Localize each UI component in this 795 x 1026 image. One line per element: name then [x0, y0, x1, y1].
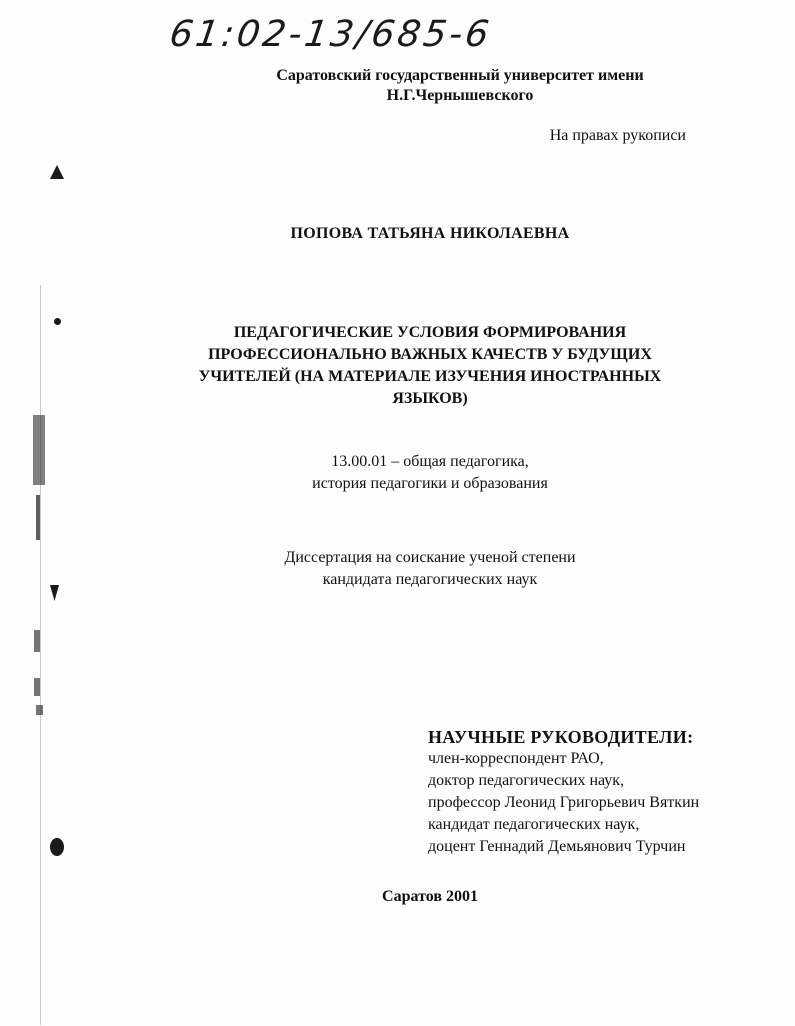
scan-mark	[33, 415, 45, 485]
supervisor-line: кандидат педагогических наук,	[428, 816, 640, 833]
dissertation-title	[165, 322, 695, 410]
scan-mark	[36, 705, 43, 715]
university-line-2: Н.Г.Чернышевского	[386, 87, 534, 104]
specialty-line-1: 13.00.01 – общая педагогика,	[331, 453, 529, 470]
supervisors-heading: НАУЧНЫЕ РУКОВОДИТЕЛИ:	[428, 727, 694, 747]
degree-line-2: кандидата педагогических наук	[322, 571, 538, 588]
scan-mark	[50, 838, 64, 856]
title-line-2: ПРОФЕССИОНАЛЬНО ВАЖНЫХ КАЧЕСТВ У БУДУЩИХ	[208, 346, 652, 363]
university-name	[250, 66, 670, 106]
scan-mark	[50, 585, 59, 601]
supervisor-line: доцент Геннадий Демьянович Турчин	[428, 838, 686, 855]
scan-mark	[34, 630, 40, 652]
author-name: ПОПОВА ТАТЬЯНА НИКОЛАЕВНА	[290, 225, 570, 242]
scan-mark	[54, 318, 61, 325]
title-line-4: ЯЗЫКОВ)	[392, 390, 468, 407]
degree-line-1: Диссертация на соискание ученой степени	[284, 549, 576, 566]
supervisors-block	[428, 726, 768, 858]
specialty-line-2: история педагогики и образования	[312, 475, 548, 492]
university-line-1: Саратовский государственный университет имени	[276, 67, 644, 84]
title-line-1: ПЕДАГОГИЧЕСКИЕ УСЛОВИЯ ФОРМИРОВАНИЯ	[233, 324, 627, 341]
scan-mark	[50, 165, 64, 179]
handwritten-archive-code: 61:02-13/685-6	[167, 14, 495, 55]
supervisor-line: доктор педагогических наук,	[428, 772, 625, 789]
supervisor-line: член-корреспондент РАО,	[428, 750, 604, 767]
scan-mark	[36, 495, 40, 540]
scan-mark	[34, 678, 40, 696]
manuscript-rights-note: На правах рукописи	[549, 127, 686, 144]
scan-edge-line	[40, 285, 41, 1025]
city-year: Саратов 2001	[382, 888, 478, 905]
specialty-code	[260, 451, 600, 495]
title-line-3: УЧИТЕЛЕЙ (НА МАТЕРИАЛЕ ИЗУЧЕНИЯ ИНОСТРАННЫХ	[198, 368, 662, 385]
supervisor-line: профессор Леонид Григорьевич Вяткин	[428, 794, 700, 811]
degree-statement	[230, 547, 630, 591]
